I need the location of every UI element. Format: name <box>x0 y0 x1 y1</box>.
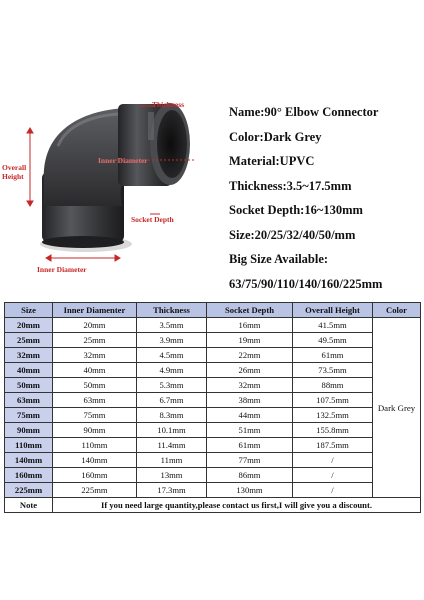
table-row <box>5 408 421 423</box>
cell-size: 110mm <box>5 438 53 453</box>
cell-socket-depth: 61mm <box>207 438 293 453</box>
table-row <box>5 483 421 498</box>
thickness-callout: Thickness <box>152 100 185 109</box>
cell-inner-diameter: 225mm <box>53 483 137 498</box>
cell-size: 32mm <box>5 348 53 363</box>
header-color: Color <box>373 303 421 318</box>
cell-overall-height: / <box>293 468 373 483</box>
table-row <box>5 363 421 378</box>
cell-size: 160mm <box>5 468 53 483</box>
inner-diameter-callout: Inner Diameter <box>98 156 148 165</box>
cell-overall-height: 61mm <box>293 348 373 363</box>
header-inner-diameter: Inner Diamenter <box>53 303 137 318</box>
spec-thickness: Thickness:3.5~17.5mm <box>229 178 352 193</box>
spec-big-size-values: 63/75/90/110/140/160/225mm <box>229 276 383 291</box>
cell-inner-diameter: 63mm <box>53 393 137 408</box>
cell-size: 63mm <box>5 393 53 408</box>
cell-overall-height: 107.5mm <box>293 393 373 408</box>
cell-overall-height: 88mm <box>293 378 373 393</box>
spec-color: Color:Dark Grey <box>229 129 322 144</box>
elbow-connector-image <box>0 86 214 286</box>
cell-size: 20mm <box>5 318 53 333</box>
cell-thickness: 17.3mm <box>137 483 207 498</box>
cell-socket-depth: 26mm <box>207 363 293 378</box>
cell-inner-diameter: 90mm <box>53 423 137 438</box>
cell-overall-height: 73.5mm <box>293 363 373 378</box>
table-row <box>5 438 421 453</box>
spec-big-size-label: Big Size Available: <box>229 252 329 266</box>
cell-thickness: 13mm <box>137 468 207 483</box>
cell-size: 40mm <box>5 363 53 378</box>
table-row <box>5 453 421 468</box>
cell-thickness: 3.9mm <box>137 333 207 348</box>
table-row <box>5 378 421 393</box>
table-header-row <box>5 303 421 318</box>
cell-inner-diameter: 140mm <box>53 453 137 468</box>
table-row <box>5 318 421 333</box>
cell-inner-diameter: 40mm <box>53 363 137 378</box>
cell-size: 225mm <box>5 483 53 498</box>
spec-material: Material:UPVC <box>229 154 315 168</box>
cell-thickness: 11.4mm <box>137 438 207 453</box>
cell-thickness: 4.5mm <box>137 348 207 363</box>
cell-inner-diameter: 20mm <box>53 318 137 333</box>
spec-size: Size:20/25/32/40/50/mm <box>229 227 356 242</box>
note-label: Note <box>5 498 53 513</box>
size-table <box>4 302 421 513</box>
cell-socket-depth: 44mm <box>207 408 293 423</box>
cell-socket-depth: 77mm <box>207 453 293 468</box>
inner-diameter-bottom-callout: Inner Diameter <box>37 265 87 274</box>
cell-socket-depth: 16mm <box>207 318 293 333</box>
cell-color: Dark Grey <box>373 318 421 498</box>
cell-thickness: 4.9mm <box>137 363 207 378</box>
table-row <box>5 348 421 363</box>
table-row <box>5 423 421 438</box>
cell-thickness: 8.3mm <box>137 408 207 423</box>
header-thickness: Thickness <box>137 303 207 318</box>
cell-inner-diameter: 110mm <box>53 438 137 453</box>
cell-overall-height: / <box>293 453 373 468</box>
cell-overall-height: 155.8mm <box>293 423 373 438</box>
cell-inner-diameter: 25mm <box>53 333 137 348</box>
cell-thickness: 3.5mm <box>137 318 207 333</box>
table-row <box>5 468 421 483</box>
cell-socket-depth: 51mm <box>207 423 293 438</box>
overall-height-callout: Overall Height <box>2 163 27 181</box>
cell-overall-height: 41.5mm <box>293 318 373 333</box>
cell-size: 90mm <box>5 423 53 438</box>
cell-thickness: 6.7mm <box>137 393 207 408</box>
cell-socket-depth: 130mm <box>207 483 293 498</box>
table-row <box>5 333 421 348</box>
cell-size: 140mm <box>5 453 53 468</box>
cell-size: 50mm <box>5 378 53 393</box>
cell-thickness: 5.3mm <box>137 378 207 393</box>
cell-overall-height: 187.5mm <box>293 438 373 453</box>
product-photo <box>0 86 214 286</box>
cell-inner-diameter: 50mm <box>53 378 137 393</box>
cell-overall-height: 49.5mm <box>293 333 373 348</box>
cell-inner-diameter: 75mm <box>53 408 137 423</box>
socket-depth-callout: Socket Depth <box>131 215 174 224</box>
header-overall-height: Overall Height <box>293 303 373 318</box>
header-socket-depth: Socket Depth <box>207 303 293 318</box>
header-size: Size <box>5 303 53 318</box>
spec-name: Name:90° Elbow Connector <box>229 105 379 119</box>
note-text: If you need large quantity,please contact us first,I will give you a discount. <box>53 498 421 513</box>
product-specs <box>229 100 419 296</box>
cell-overall-height: / <box>293 483 373 498</box>
cell-socket-depth: 32mm <box>207 378 293 393</box>
cell-thickness: 10.1mm <box>137 423 207 438</box>
cell-socket-depth: 19mm <box>207 333 293 348</box>
cell-size: 75mm <box>5 408 53 423</box>
note-row <box>5 498 421 513</box>
cell-inner-diameter: 160mm <box>53 468 137 483</box>
cell-socket-depth: 86mm <box>207 468 293 483</box>
cell-socket-depth: 22mm <box>207 348 293 363</box>
cell-thickness: 11mm <box>137 453 207 468</box>
cell-overall-height: 132.5mm <box>293 408 373 423</box>
cell-size: 25mm <box>5 333 53 348</box>
cell-socket-depth: 38mm <box>207 393 293 408</box>
cell-inner-diameter: 32mm <box>53 348 137 363</box>
table-row <box>5 393 421 408</box>
spec-socket-depth: Socket Depth:16~130mm <box>229 203 363 217</box>
